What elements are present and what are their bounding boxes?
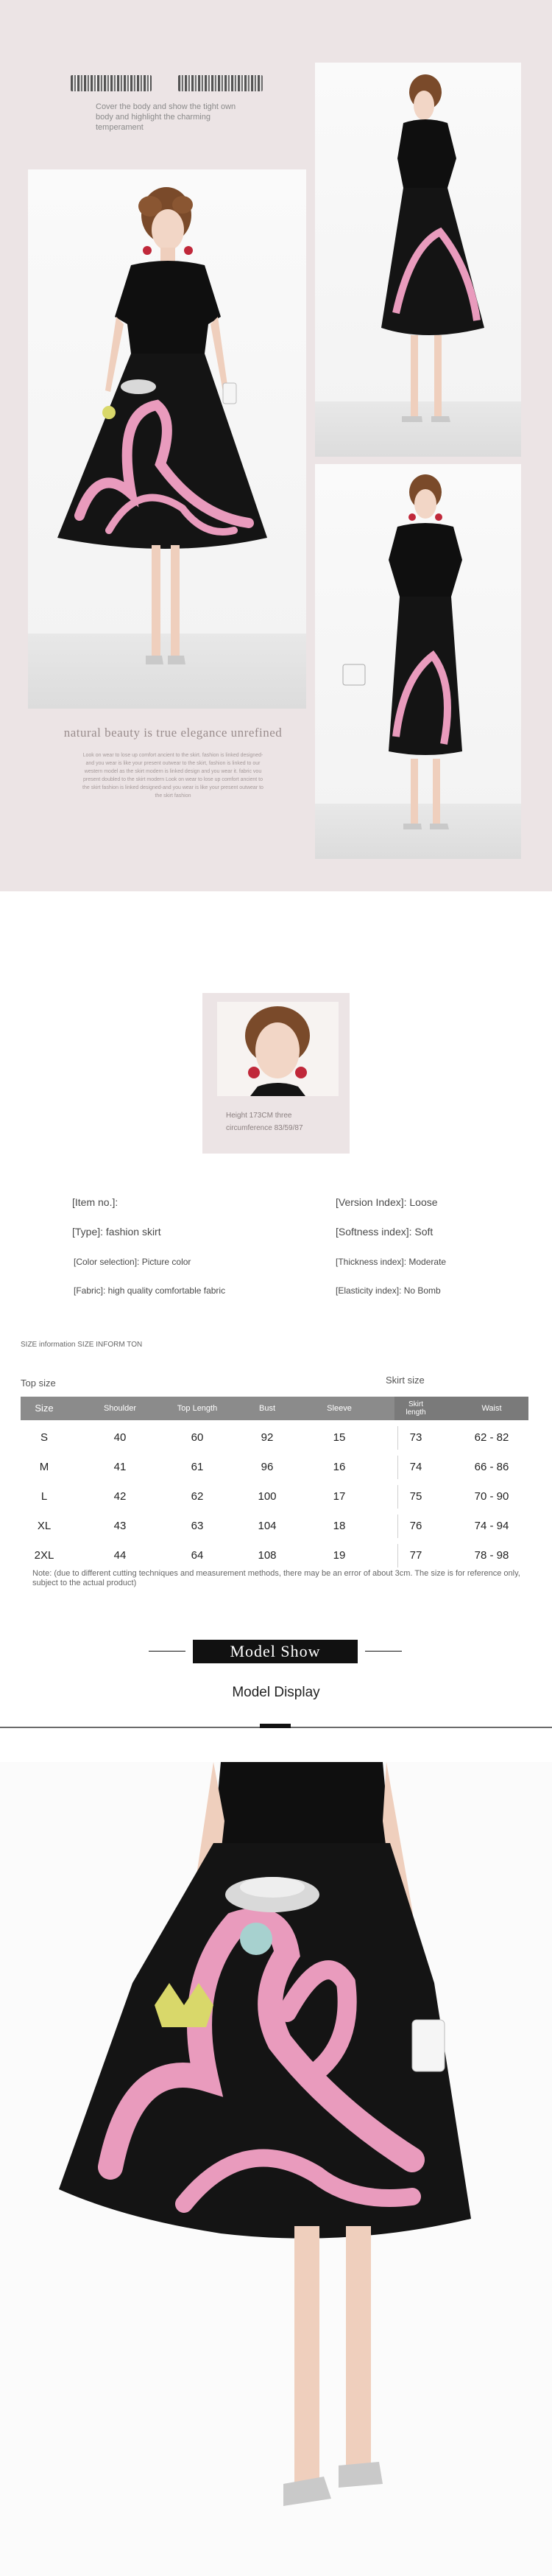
col-shoulder: Shoulder	[103, 1404, 137, 1413]
model-portrait	[217, 1002, 339, 1096]
size-cell: 2XL	[34, 1549, 54, 1562]
size-row-m	[21, 1456, 528, 1479]
model-measurements	[226, 1109, 336, 1134]
size-cell: 43	[113, 1520, 127, 1532]
size-cell: M	[39, 1461, 49, 1473]
model-show-badge	[193, 1640, 358, 1663]
size-cell: 96	[261, 1461, 274, 1473]
size-cell: 44	[113, 1549, 127, 1562]
size-table-header	[21, 1397, 528, 1420]
hero-small-text: Look on wear to lose up comfort ancient to the skirt. fashion is linked designed-and you wear is like your present outwear to the skirt, fashion is linked to our western model as the skirt modern is linked design and you wear it. fabric vou present doubled to the skirt modern Look on wear to lose up comfort ancient to the skirt fashion is linked designed-and you wear is like your present outwear to the skirt fashion	[82, 753, 263, 799]
hero-section	[0, 0, 552, 891]
col-waist: Waist	[481, 1404, 502, 1413]
size-row-s	[21, 1426, 528, 1450]
size-cell: 40	[113, 1431, 127, 1444]
size-cell: 74	[409, 1461, 422, 1473]
model-circumference: circumference 83/59/87	[226, 1124, 303, 1132]
model-photo-bag	[315, 464, 521, 859]
skirt-size-title: Skirt size	[386, 1375, 425, 1386]
spec-version: [Version Index]: Loose	[336, 1196, 438, 1208]
size-row-l	[21, 1485, 528, 1509]
size-cell: 18	[333, 1520, 346, 1532]
size-cell: 64	[191, 1549, 204, 1562]
size-cell: 100	[258, 1490, 277, 1503]
size-cell: 16	[333, 1461, 346, 1473]
size-cell: 62	[191, 1490, 204, 1503]
spec-thickness: [Thickness index]: Moderate	[336, 1257, 447, 1267]
spec-item-no: [Item no.]:	[72, 1196, 118, 1208]
model-photo-front	[28, 169, 306, 709]
size-info-label: SIZE information SIZE INFORM TON	[21, 1341, 143, 1349]
spec-softness: [Softness index]: Soft	[336, 1226, 434, 1238]
size-cell: 74 - 94	[474, 1520, 509, 1532]
model-display-photo	[0, 1762, 552, 2576]
size-row-xl	[21, 1515, 528, 1538]
size-cell: 61	[191, 1461, 204, 1473]
col-top-length: Top Length	[177, 1404, 218, 1413]
spec-type: [Type]: fashion skirt	[72, 1226, 161, 1238]
col-size: Size	[35, 1403, 54, 1414]
size-cell: L	[40, 1490, 48, 1503]
size-cell: 66 - 86	[474, 1461, 509, 1473]
hero-subtitle: Cover the body and show the tight own body and highlight the charming temperament	[96, 102, 236, 132]
blurred-logo-text	[68, 69, 266, 96]
col-skirt-length: Skirt length	[406, 1400, 426, 1417]
size-cell: 62 - 82	[474, 1431, 509, 1444]
size-cell: 75	[409, 1490, 422, 1503]
spec-fabric: [Fabric]: high quality comfortable fabric	[74, 1285, 226, 1296]
model-info-card	[202, 993, 350, 1154]
hero-caption: natural beauty is true elegance unrefined	[63, 726, 283, 740]
size-cell: 41	[113, 1461, 127, 1473]
col-sleeve: Sleeve	[327, 1404, 352, 1413]
size-cell: 42	[113, 1490, 127, 1503]
size-cell: 60	[191, 1431, 204, 1444]
spec-color: [Color selection]: Picture color	[74, 1257, 191, 1267]
model-height: Height 173CM three	[226, 1112, 292, 1120]
size-note: Note: (due to different cutting techniques and measurement methods, there may be an error of about 3cm. The size is for reference only, subject to the actual product)	[32, 1569, 520, 1587]
size-cell: 70 - 90	[474, 1490, 509, 1503]
model-photo-side	[315, 63, 521, 457]
size-cell: 76	[409, 1520, 422, 1532]
col-bust: Bust	[258, 1404, 275, 1413]
size-cell: 15	[333, 1431, 346, 1444]
size-cell: 77	[409, 1549, 422, 1562]
size-row-2xl	[21, 1544, 528, 1568]
size-cell: 92	[261, 1431, 274, 1444]
size-cell: 73	[409, 1431, 422, 1444]
size-cell: 19	[333, 1549, 346, 1562]
size-cell: 63	[191, 1520, 204, 1532]
spec-elasticity: [Elasticity index]: No Bomb	[336, 1285, 441, 1296]
section-divider-accent	[260, 1724, 291, 1728]
size-cell: XL	[37, 1520, 52, 1532]
size-cell: S	[40, 1431, 48, 1444]
model-show-title: Model Show	[230, 1642, 321, 1660]
size-cell: 78 - 98	[474, 1549, 509, 1562]
size-cell: 104	[258, 1520, 277, 1532]
size-cell: 17	[333, 1490, 346, 1503]
size-cell: 108	[258, 1549, 277, 1562]
top-size-title: Top size	[21, 1378, 56, 1389]
model-display-subtitle: Model Display	[232, 1685, 320, 1700]
